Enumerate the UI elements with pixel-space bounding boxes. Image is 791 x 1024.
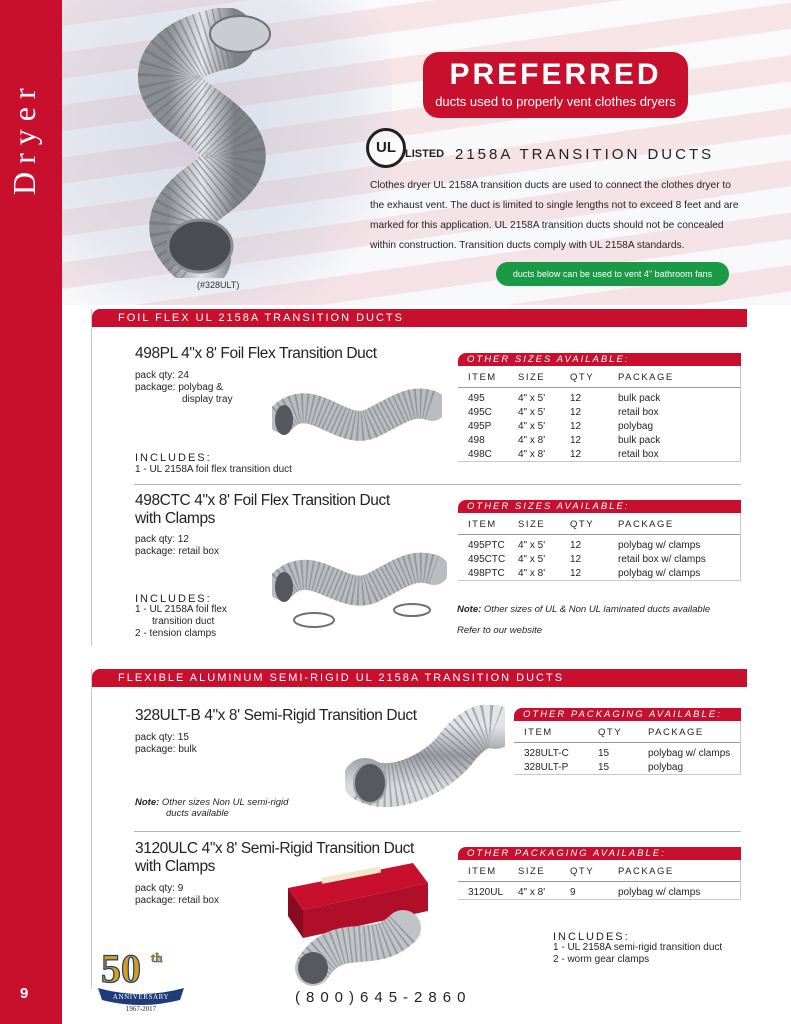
cell: 4" x 5' [518, 393, 546, 404]
package-info: package: retail box [135, 895, 219, 906]
side-bar [0, 0, 62, 1024]
preferred-subtitle: ducts used to properly vent clothes dryers [435, 94, 676, 109]
cell: polybag w/ clamps [618, 568, 701, 579]
table-heading: OTHER PACKAGING AVAILABLE: [514, 708, 741, 721]
table-row [458, 566, 740, 580]
section-header [92, 669, 747, 687]
table-heading: OTHER SIZES AVAILABLE: [458, 500, 741, 513]
cell: 12 [570, 435, 582, 446]
note-text: Other sizes of UL & Non UL laminated ducts available [483, 604, 711, 615]
package-info: package: polybag & [135, 382, 223, 393]
note-text: Other sizes Non UL semi-rigid [161, 797, 289, 808]
preferred-badge [423, 52, 688, 118]
col-header: SIZE [508, 860, 560, 882]
cell: 4" x 8' [518, 887, 546, 898]
note-text-cont: ducts available [166, 808, 229, 819]
other-sizes-table-498ctc [458, 500, 741, 581]
cell: retail box [618, 449, 659, 460]
other-packaging-table-328ult [514, 708, 741, 775]
cell: 12 [570, 568, 582, 579]
side-title: Dryer [6, 80, 42, 195]
cell: 4" x 8' [518, 435, 546, 446]
cell: 328ULT-P [524, 762, 569, 773]
table-row [514, 743, 740, 761]
pack-qty: pack qty: 9 [135, 883, 184, 894]
product-title-cont: with Clamps [135, 858, 216, 875]
col-header: QTY [560, 366, 608, 388]
phone-number: (800)645-2860 [295, 989, 472, 1006]
cell: 4" x 5' [518, 540, 546, 551]
col-header: ITEM [514, 721, 588, 743]
cell: 12 [570, 407, 582, 418]
cell: 495PTC [468, 540, 505, 551]
divider [134, 831, 741, 832]
package-info: package: bulk [135, 744, 197, 755]
anniversary-suffix: th [151, 950, 163, 965]
col-header: PACKAGE [608, 366, 740, 388]
note [457, 604, 710, 615]
bathroom-fan-note: ducts below can be used to vent 4" bathroom fans [496, 262, 729, 286]
cell: 328ULT-C [524, 748, 569, 759]
package-info-cont: display tray [182, 394, 233, 405]
section-header [92, 309, 747, 327]
table-heading: OTHER SIZES AVAILABLE: [458, 353, 741, 366]
package-info: package: retail box [135, 546, 219, 557]
product-title-328ult: 328ULT-B 4"x 8' Semi-Rigid Transition Duct [135, 707, 417, 724]
cell: polybag w/ clamps [618, 887, 701, 898]
cell: 4" x 8' [518, 449, 546, 460]
includes-heading: INCLUDES: [135, 593, 212, 605]
product-title-cont: with Clamps [135, 510, 216, 527]
anniversary-number: 50 [101, 946, 141, 991]
col-header: QTY [588, 721, 638, 743]
cell: 12 [570, 449, 582, 460]
cell: polybag [618, 421, 654, 432]
cell: polybag w/ clamps [648, 748, 731, 759]
cell: bulk pack [618, 435, 661, 446]
table-row [514, 760, 740, 774]
cell: 15 [598, 762, 610, 773]
note [135, 797, 288, 808]
foil-duct-clamps-image [272, 540, 447, 635]
foil-duct-image [272, 378, 442, 456]
cell: 495C [468, 407, 492, 418]
cell: 12 [570, 393, 582, 404]
table-row [458, 552, 740, 566]
includes-item: 2 - worm gear clamps [553, 954, 650, 965]
col-header: PACKAGE [608, 860, 740, 882]
hero-heading: 2158A TRANSITION DUCTS [455, 146, 715, 163]
cell: retail box [618, 407, 659, 418]
col-header: SIZE [508, 366, 560, 388]
includes-item: 2 - tension clamps [135, 628, 217, 639]
cell: 498PTC [468, 568, 505, 579]
section-title: FOIL FLEX UL 2158A TRANSITION DUCTS [118, 312, 404, 324]
table-row [458, 405, 740, 419]
includes-item: 1 - UL 2158A foil flex [135, 604, 227, 615]
product-title-498pl: 498PL 4"x 8' Foil Flex Transition Duct [135, 345, 377, 362]
note-label: Note: [135, 797, 160, 808]
col-header: ITEM [458, 366, 508, 388]
hero-description: Clothes dryer UL 2158A transition ducts are used to connect the clothes dryer to the exhaust vent. The duct is limited to single lengths not to exceed 8 feet and are marked for this application. UL 2158A transition ducts should not be concealed within construction. Transition ducts comply with UL 2158A standards. [370, 180, 739, 251]
includes-item: 1 - UL 2158A foil flex transition duct [135, 464, 292, 475]
cell: 498C [468, 449, 492, 460]
col-header: QTY [560, 513, 608, 535]
cell: 495P [468, 421, 492, 432]
ul-listed-label: LISTED [405, 148, 445, 160]
col-header: PACKAGE [608, 513, 740, 535]
other-packaging-table-3120ulc [458, 847, 741, 900]
cell: polybag w/ clamps [618, 540, 701, 551]
divider [134, 484, 741, 485]
col-header: SIZE [508, 513, 560, 535]
anniversary-logo [96, 944, 186, 1014]
cell: polybag [648, 762, 684, 773]
cell: 3120UL [468, 887, 504, 898]
refer-website: Refer to our website [457, 625, 543, 636]
table-heading: OTHER PACKAGING AVAILABLE: [458, 847, 741, 860]
hero-image-caption: (#328ULT) [197, 280, 240, 290]
product-title-3120ulc: 3120ULC 4"x 8' Semi-Rigid Transition Duct [135, 840, 414, 857]
semi-rigid-duct-image [130, 8, 300, 278]
table-row [458, 433, 740, 447]
col-header: ITEM [458, 513, 508, 535]
cell: 495CTC [468, 554, 506, 565]
cell: 4" x 5' [518, 407, 546, 418]
cell: 495 [468, 393, 485, 404]
cell: 4" x 5' [518, 554, 546, 565]
cell: 12 [570, 554, 582, 565]
anniversary-years: 1967-2017 [125, 1005, 157, 1013]
note-label: Note: [457, 604, 482, 615]
includes-item: 1 - UL 2158A semi-rigid transition duct [553, 942, 723, 953]
cell: 498 [468, 435, 485, 446]
cell: bulk pack [618, 393, 661, 404]
includes-item: transition duct [152, 616, 215, 627]
table-row [458, 388, 740, 406]
cell: 12 [570, 540, 582, 551]
col-header: QTY [560, 860, 608, 882]
product-title-498ctc: 498CTC 4"x 8' Foil Flex Transition Duct [135, 492, 390, 509]
cell: 4" x 5' [518, 421, 546, 432]
col-header: ITEM [458, 860, 508, 882]
cell: 12 [570, 421, 582, 432]
cell: 4" x 8' [518, 568, 546, 579]
cell: 9 [570, 887, 576, 898]
table-row [458, 419, 740, 433]
semi-rigid-duct-image-328 [345, 705, 505, 813]
col-header: PACKAGE [638, 721, 740, 743]
ul-logo-icon: UL [366, 128, 406, 168]
includes-heading: INCLUDES: [135, 452, 212, 464]
anniversary-ribbon: ANNIVERSARY [112, 993, 170, 1001]
includes-heading: INCLUDES: [553, 931, 630, 943]
pack-qty: pack qty: 12 [135, 534, 189, 545]
section-title: FLEXIBLE ALUMINUM SEMI-RIGID UL 2158A TRANSITION DUCTS [118, 672, 565, 684]
cell: retail box w/ clamps [618, 554, 706, 565]
table-row [458, 447, 740, 461]
pack-qty: pack qty: 24 [135, 370, 189, 381]
table-row [458, 535, 740, 553]
table-row [458, 882, 740, 900]
preferred-title: PREFERRED [449, 58, 662, 91]
pack-qty: pack qty: 15 [135, 732, 189, 743]
other-sizes-table-498pl [458, 353, 741, 462]
retail-box-duct-image [283, 858, 433, 988]
page-number: 9 [20, 985, 29, 1002]
cell: 15 [598, 748, 610, 759]
